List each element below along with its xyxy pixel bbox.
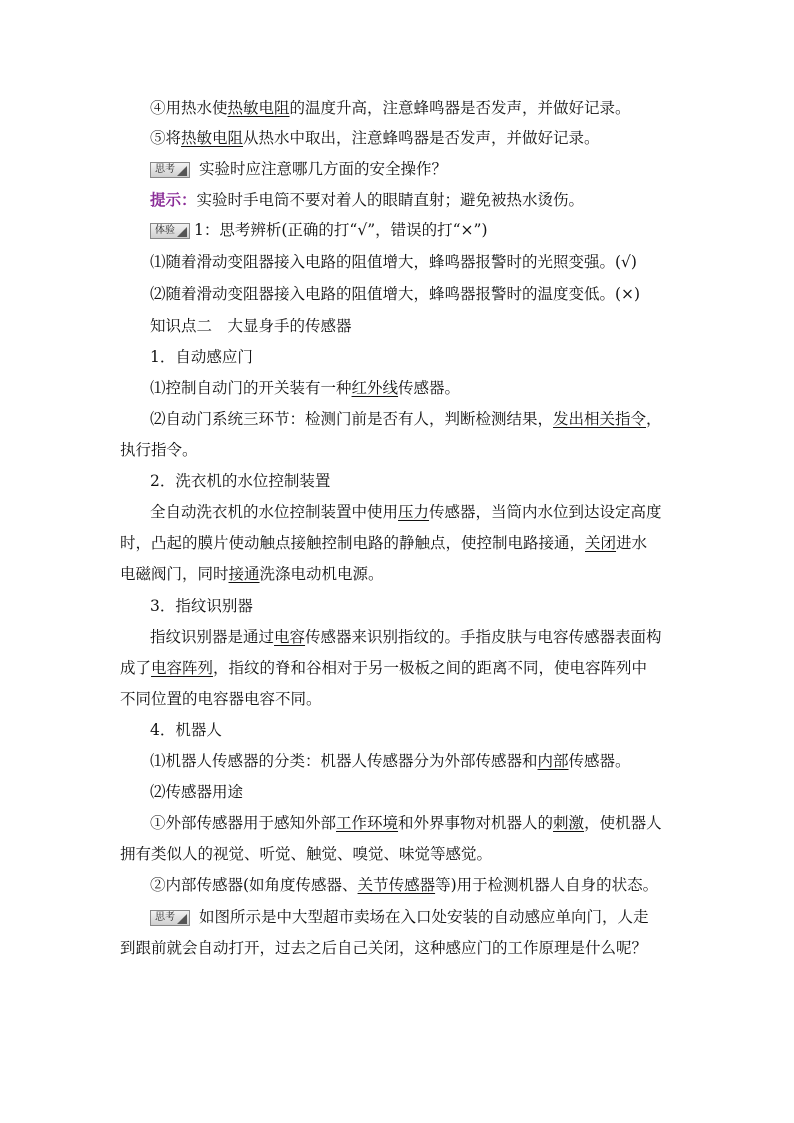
auto-door-2: ⑵自动门系统三环节：检测门前是否有人，判断检测结果，发出相关指令， <box>150 410 662 428</box>
washer-line-2: 时，凸起的膜片使动触点接触控制电路的静触点，使控制电路接通，关闭进水 <box>120 534 648 552</box>
heading-fingerprint: 3．指纹识别器 <box>150 597 253 615</box>
robot-line-5: ②内部传感器(如角度传感器、关节传感器等)用于检测机器人自身的状态。 <box>150 876 659 894</box>
heading-washer: 2．洗衣机的水位控制装置 <box>150 472 331 490</box>
washer-line-3: 电磁阀门，同时接通洗涤电动机电源。 <box>120 565 384 583</box>
step-5: ⑤将热敏电阻从热水中取出，注意蜂鸣器是否发声，并做好记录。 <box>150 129 600 147</box>
robot-line-2: ⑵传感器用途 <box>150 783 244 801</box>
heading-auto-door: 1．自动感应门 <box>150 348 253 366</box>
heading-robot: 4．机器人 <box>150 721 222 739</box>
judgement-2: ⑵随着滑动变阻器接入电路的阻值增大，蜂鸣器报警时的温度变低。(×) <box>150 285 641 303</box>
think-question-2: 思考 如图所示是中大型超市卖场在入口处安装的自动感应单向门，人走 <box>150 907 710 927</box>
fingerprint-line-2: 成了电容阵列，指纹的脊和谷相对于另一极板之间的距离不同，使电容阵列中 <box>120 659 648 677</box>
auto-door-2-cont: 执行指令。 <box>120 441 198 459</box>
robot-line-3: ①外部传感器用于感知外部工作环境和外界事物对机器人的刺激，使机器人 <box>150 814 662 832</box>
fingerprint-line-3: 不同位置的电容器电容不同。 <box>120 690 322 708</box>
washer-line-1: 全自动洗衣机的水位控制装置中使用压力传感器，当筒内水位到达设定高度 <box>150 503 662 521</box>
judgement-1: ⑴随着滑动变阻器接入电路的阻值增大，蜂鸣器报警时的光照变强。(√) <box>150 253 637 271</box>
think-tag: 思考 <box>150 162 190 178</box>
think-question-2-cont: 到跟前就会自动打开，过去之后自己关闭，这种感应门的工作原理是什么呢？ <box>120 939 648 957</box>
hint: 提示：实验时手电筒不要对着人的眼睛直射；避免被热水烫伤。 <box>150 190 585 209</box>
section-heading: 知识点二 大显身手的传感器 <box>150 317 352 335</box>
experience-tag: 体验 <box>150 223 190 239</box>
robot-line-1: ⑴机器人传感器的分类：机器人传感器分为外部传感器和内部传感器。 <box>150 752 631 770</box>
think-question-1: 思考 实验时应注意哪几方面的安全操作？ <box>150 159 710 179</box>
robot-line-4: 拥有类似人的视觉、听觉、触觉、嗅觉、味觉等感觉。 <box>120 845 493 863</box>
experience-item: 体验 1：思考辨析(正确的打“√”，错误的打“×”) <box>150 220 710 240</box>
think-tag-2: 思考 <box>150 910 190 926</box>
step-4: ④用热水使热敏电阻的温度升高，注意蜂鸣器是否发声，并做好记录。 <box>150 99 631 117</box>
auto-door-1: ⑴控制自动门的开关装有一种红外线传感器。 <box>150 379 461 397</box>
fingerprint-line-1: 指纹识别器是通过电容传感器来识别指纹的。手指皮肤与电容传感器表面构 <box>150 628 662 646</box>
